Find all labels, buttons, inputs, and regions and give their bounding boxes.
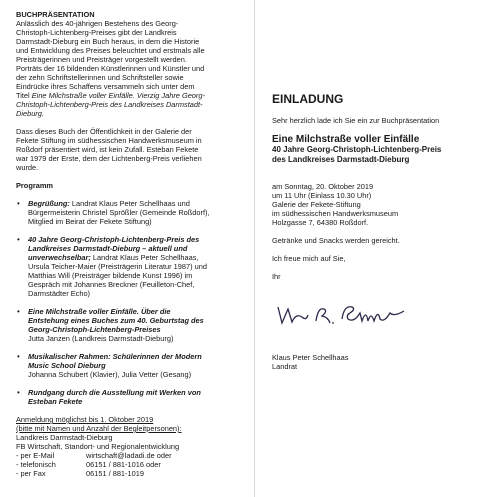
program-item-title: • 40 Jahre Georg-Christoph-Lichtenberg-Preis des: [28, 235, 200, 244]
contact-email-row: [16, 451, 244, 460]
intro-line: Darmstadt-Dieburg ein Buch heraus, in dem die Historie: [16, 37, 200, 46]
program-item-text: Jutta Janzen (Landkreis Darmstadt-Dieburg): [28, 334, 174, 343]
event-date: am Sonntag, 20. Oktober 2019: [272, 182, 374, 191]
program-item: [16, 235, 244, 298]
program-item-text: Ursula Teicher-Maier (Preisträgerin Literatur 1987) und: [28, 262, 207, 271]
left-column: [16, 10, 244, 478]
program-item-title: unverwechselbar;: [28, 253, 91, 262]
intro-line: und Entwicklung des Preises beleuchtet und erstmals alle: [16, 46, 205, 55]
context-line: war 1979 der Erste, dem der Lichtenberg-Preis verliehen: [16, 154, 202, 163]
registration-deadline: Anmeldung möglichst bis 1. Oktober 2019: [16, 415, 154, 424]
invitation-title: EINLADUNG: [272, 92, 344, 106]
program-item-title: Landkreises Darmstadt-Dieburg – aktuell und: [28, 244, 188, 253]
program-item-title: Begrüßung:: [28, 199, 70, 208]
organization-department: FB Wirtschaft, Standort- und Regionalentwicklung: [16, 442, 180, 451]
contact-label: - telefonisch: [16, 460, 56, 469]
salutation: Ihr: [272, 272, 281, 281]
book-title: Eine Milchstraße voller Einfälle: [272, 134, 420, 145]
intro-line: der zehn Schriftstellerinnen und Schriftsteller sowie: [16, 73, 184, 82]
contact-phone: 06151 / 881-1016 oder: [86, 460, 161, 469]
closing-line: Ich freue mich auf Sie,: [272, 254, 346, 263]
program-item-text: Landrat Klaus Peter Schellhaas und: [69, 199, 190, 208]
book-title-italic: Eine Milchstraße voller Einfälle. Vierzig Jahre Georg-: [31, 91, 205, 100]
program-item-title: • Musikalischer Rahmen: Schülerinnen der Modern: [28, 352, 202, 361]
program-item-title: Entstehung eines Buches zum 40. Geburtstag des: [28, 316, 204, 325]
intro-line: Porträts der 16 bildenden Künstlerinnen und Künstler und: [16, 64, 205, 73]
invitation-line: Sehr herzlich lade ich Sie ein zur Buchpräsentation: [272, 116, 440, 125]
context-line: Roßdorf präsentiert wird, ist kein Zufall. Esteban Fekete: [16, 145, 199, 154]
book-subtitle: 40 Jahre Georg-Christoph-Lichtenberg-Preis: [272, 145, 442, 154]
context-line: Fekete Stiftung im südhessischen Handwerksmuseum in: [16, 136, 202, 145]
program-heading: Programm: [16, 181, 53, 190]
book-subtitle: des Landkreises Darmstadt-Dieburg: [272, 154, 410, 164]
signature-icon: [272, 299, 492, 327]
signer-title: Landrat: [272, 362, 298, 371]
program-list: [16, 199, 244, 406]
program-item-title: • Rundgang durch die Ausstellung mit Werken von: [28, 388, 201, 397]
intro-line: Preisträgerinnen und Preisträger vorgestellt werden.: [16, 55, 187, 64]
signer-name: Klaus Peter Schellhaas: [272, 353, 349, 362]
context-line: wurde.: [16, 163, 39, 172]
program-item: [16, 352, 244, 379]
program-item: [16, 199, 244, 226]
program-item-title: • Eine Milchstraße voller Einfälle. Über die: [28, 307, 171, 316]
event-time: um 11 Uhr (Einlass 10.30 Uhr): [272, 191, 372, 200]
contact-phone-row: [16, 460, 244, 469]
contact-label: - per Fax: [16, 469, 46, 478]
intro-line: Anlässlich des 40-jährigen Bestehens des Georg-: [16, 19, 179, 28]
contact-fax: 06151 / 881-1019: [86, 469, 144, 478]
section-heading: BUCHPRÄSENTATION: [16, 10, 95, 19]
program-item-text: Landrat Klaus Peter Schellhaas,: [90, 253, 199, 262]
program-item-text: Gespräch mit Johannes Breckner (Feuilleton-Chef,: [28, 280, 195, 289]
event-venue: Galerie der Fekete-Stiftung: [272, 200, 361, 209]
book-title-italic: Dieburg.: [16, 109, 44, 118]
contact-email[interactable]: wirtschaft@ladadi.de oder: [86, 451, 172, 460]
intro-line: Christoph-Lichtenberg-Preises gibt der Landkreis: [16, 28, 177, 37]
intro-line: Eindrücke ihres Schaffens versammeln sich unter dem: [16, 82, 195, 91]
program-item-title: Music School Dieburg: [28, 361, 106, 370]
event-address: Holzgasse 7, 64380 Roßdorf.: [272, 218, 369, 227]
book-title-italic: Christoph-Lichtenberg-Preis des Landkreises Darmstadt-: [16, 100, 203, 109]
refreshments-note: Getränke und Snacks werden gereicht.: [272, 236, 400, 245]
event-venue: im südhessischen Handwerksmuseum: [272, 209, 399, 218]
program-item: [16, 388, 244, 406]
fold-line: [254, 0, 255, 497]
registration-note: (bitte mit Namen und Anzahl der Begleitpersonen):: [16, 424, 182, 433]
program-item-title: Esteban Fekete: [28, 397, 83, 406]
program-item: [16, 307, 244, 343]
contact-fax-row: [16, 469, 244, 478]
program-item-text: Bürgermeisterin Christel Sprößler (Gemeinde Roßdorf),: [28, 208, 210, 217]
context-line: Dass dieses Buch der Öffentlichkeit in der Galerie der: [16, 127, 192, 136]
program-item-text: Darmstädter Echo): [28, 289, 91, 298]
program-item-text: Johanna Schubert (Klavier), Julia Vetter (Gesang): [28, 370, 192, 379]
organization-name: Landkreis Darmstadt-Dieburg: [16, 433, 113, 442]
right-column: [272, 92, 492, 371]
contact-label: - per E-Mail: [16, 451, 55, 460]
program-item-text: Mitglied im Beirat der Fekete Stiftung): [28, 217, 152, 226]
program-item-text: Matthias Will (Preisträger bildende Kunst 1996) im: [28, 271, 193, 280]
program-item-title: Georg-Christoph-Lichtenberg-Preises: [28, 325, 161, 334]
intro-title-line: [16, 91, 244, 100]
intro-title-prefix: Titel: [16, 91, 32, 100]
